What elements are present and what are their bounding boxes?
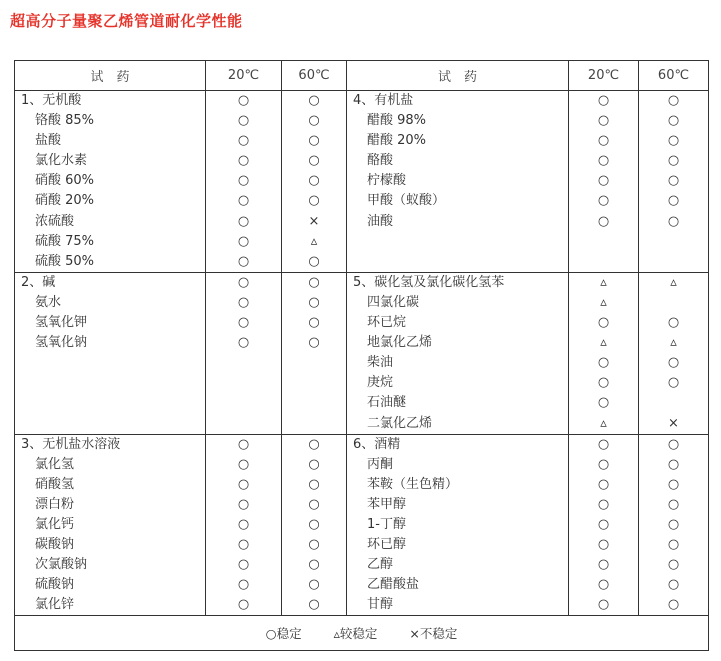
rating-symbol: ○	[597, 375, 610, 391]
rating-symbol: ○	[237, 213, 250, 229]
reagent-name: 氯化钙	[35, 516, 75, 532]
reagent-name: 环已醇	[367, 537, 407, 553]
reagent-name: 石油醚	[367, 395, 407, 411]
reagent-name: 碳酸钠	[35, 537, 75, 553]
legend-row	[15, 616, 709, 651]
rating-symbol: ○	[667, 436, 680, 452]
rating-symbol: ○	[308, 577, 320, 593]
rating-symbol: ○	[597, 436, 610, 452]
rating-symbol: ▵	[600, 335, 607, 351]
reagent-name: 1-丁醇	[367, 516, 406, 532]
rating-symbol: ○	[667, 193, 680, 209]
rating-symbol: ▵	[670, 335, 677, 351]
rating-symbol: ○	[308, 335, 320, 351]
category-label: 2、碱	[21, 274, 56, 290]
reagent-name: 油酸	[367, 213, 394, 229]
table-group-row	[15, 272, 709, 434]
rating-symbol: ○	[597, 213, 610, 229]
rating-symbol: ○	[237, 476, 250, 492]
right-t20-cell	[569, 272, 639, 434]
reagent-name: 氯化水素	[35, 153, 88, 169]
rating-symbol: ○	[237, 274, 250, 290]
reagent-name: 硫酸 50%	[35, 253, 95, 269]
reagent-name: 氨水	[35, 294, 62, 310]
reagent-name: 柴油	[367, 355, 394, 371]
rating-symbol: ▵	[670, 274, 677, 290]
rating-symbol: ○	[597, 193, 610, 209]
rating-symbol: ○	[597, 315, 610, 331]
rating-symbol: ○	[237, 436, 250, 452]
rating-symbol: ○	[237, 335, 250, 351]
header-60c-left: 60℃	[282, 61, 347, 91]
rating-symbol: ○	[308, 113, 320, 129]
reagent-name: 氢氧化钾	[35, 315, 88, 331]
rating-symbol: ○	[237, 233, 250, 249]
rating-symbol: ○	[308, 294, 320, 310]
category-label: 6、酒精	[353, 436, 401, 452]
rating-symbol: ○	[597, 93, 610, 108]
rating-symbol	[639, 393, 708, 413]
rating-symbol: ○	[308, 193, 320, 209]
reagent-name: 甘醇	[367, 597, 394, 613]
rating-symbol: ○	[308, 93, 320, 108]
reagent-name: 氯化锌	[35, 597, 75, 613]
rating-symbol: ○	[597, 496, 610, 512]
rating-symbol: ○	[597, 395, 610, 411]
rating-symbol: ○	[667, 496, 680, 512]
rating-symbol: ▵	[600, 294, 607, 310]
rating-symbol: ○	[667, 516, 680, 532]
category-label: 4、有机盐	[353, 93, 414, 108]
rating-symbol: ○	[597, 133, 610, 149]
reagent-name: 丙酮	[367, 456, 394, 472]
rating-symbol: ○	[237, 557, 250, 573]
rating-symbol	[639, 293, 708, 313]
reagent-name: 硫酸 75%	[35, 233, 95, 249]
reagent-name: 乙醋酸盐	[367, 577, 420, 593]
reagent-name: 醋酸 20%	[367, 133, 427, 149]
rating-symbol: ▵	[310, 233, 318, 249]
rating-symbol: ○	[308, 173, 320, 189]
reagent-name: 乙醇	[367, 557, 394, 573]
rating-symbol: ○	[667, 153, 680, 169]
rating-symbol: ○	[667, 213, 680, 229]
rating-symbol: ○	[237, 113, 250, 129]
rating-symbol: ○	[597, 577, 610, 593]
right-reagent-cell	[347, 272, 569, 434]
rating-symbol: ○	[237, 93, 250, 108]
reagent-name: 苯鞍（生色精）	[367, 476, 459, 492]
rating-symbol: ○	[237, 173, 250, 189]
rating-symbol: ○	[237, 456, 250, 472]
rating-symbol: ○	[597, 113, 610, 129]
reagent-name: 次氯酸钠	[35, 557, 88, 573]
rating-symbol: ×	[308, 213, 320, 229]
rating-symbol: ○	[667, 476, 680, 492]
table-group-row	[15, 434, 709, 616]
right-t20-cell	[569, 91, 639, 273]
rating-symbol: ○	[308, 516, 320, 532]
category-label: 5、碳化氢及氯化碳化氢苯	[353, 274, 505, 290]
rating-symbol: ○	[308, 133, 320, 149]
rating-symbol: ○	[667, 133, 680, 149]
rating-symbol: ▵	[600, 415, 607, 431]
rating-symbol: ○	[237, 496, 250, 512]
left-t60-cell	[282, 434, 347, 616]
rating-symbol: ○	[308, 557, 320, 573]
reagent-name: 硝酸 60%	[35, 173, 95, 189]
rating-symbol: ○	[308, 476, 320, 492]
legend-unstable: ×不稳定	[409, 626, 458, 642]
header-reagent-right: 试 药	[347, 61, 569, 91]
reagent-name: 二氯化乙烯	[367, 415, 433, 431]
rating-symbol: ○	[308, 315, 320, 331]
left-t20-cell	[206, 91, 282, 273]
right-t60-cell	[639, 91, 709, 273]
rating-symbol: ○	[308, 496, 320, 512]
table-header-row	[15, 61, 709, 91]
reagent-name: 柠檬酸	[367, 173, 407, 189]
reagent-name: 盐酸	[35, 133, 62, 149]
header-20c-left: 20℃	[206, 61, 282, 91]
reagent-name: 铬酸 85%	[35, 113, 95, 129]
rating-symbol: ○	[667, 456, 680, 472]
reagent-name: 漂白粉	[35, 496, 75, 512]
left-reagent-cell	[15, 91, 206, 273]
chemical-resistance-table	[14, 60, 709, 651]
rating-symbol: ○	[237, 516, 250, 532]
reagent-name: 硝酸 20%	[35, 193, 95, 209]
left-t20-cell	[206, 434, 282, 616]
rating-symbol: ○	[308, 274, 320, 290]
reagent-name: 苯甲醇	[367, 496, 407, 512]
reagent-name: 硝酸氢	[35, 476, 75, 492]
reagent-name: 氢氧化钠	[35, 335, 88, 351]
rating-symbol: ○	[237, 294, 250, 310]
rating-symbol: ○	[597, 456, 610, 472]
reagent-name: 甲酸（蚁酸）	[367, 193, 446, 209]
rating-symbol: ○	[667, 355, 680, 371]
rating-symbol: ○	[597, 516, 610, 532]
legend-fair: ▵较稳定	[333, 626, 378, 642]
right-reagent-cell	[347, 91, 569, 273]
rating-symbol: ○	[308, 597, 320, 613]
left-reagent-cell	[15, 434, 206, 616]
rating-symbol: ○	[308, 456, 320, 472]
header-60c-right: 60℃	[639, 61, 709, 91]
rating-symbol: ○	[237, 253, 250, 269]
rating-symbol: ○	[308, 153, 320, 169]
rating-symbol: ○	[308, 253, 320, 269]
rating-symbol: ○	[667, 113, 680, 129]
rating-symbol: ○	[667, 557, 680, 573]
rating-symbol: ○	[597, 153, 610, 169]
rating-symbol: ○	[667, 315, 680, 331]
reagent-name: 庚烷	[367, 375, 394, 391]
legend-stable: ○稳定	[265, 626, 302, 642]
reagent-name: 酪酸	[367, 153, 394, 169]
rating-symbol: ○	[667, 375, 680, 391]
category-label: 3、无机盐水溶液	[21, 436, 121, 452]
reagent-name: 浓硫酸	[35, 213, 75, 229]
rating-symbol: ○	[237, 193, 250, 209]
reagent-name: 四氯化碳	[367, 294, 420, 310]
left-t60-cell	[282, 272, 347, 434]
header-reagent-left: 试 药	[15, 61, 206, 91]
rating-symbol: ○	[237, 537, 250, 553]
rating-symbol: ○	[667, 537, 680, 553]
legend	[15, 616, 709, 651]
rating-symbol: ○	[237, 315, 250, 331]
reagent-name: 醋酸 98%	[367, 113, 427, 129]
reagent-name: 环已烷	[367, 315, 407, 331]
right-t60-cell	[639, 434, 709, 616]
rating-symbol: ○	[667, 597, 680, 613]
left-reagent-cell	[15, 272, 206, 434]
rating-symbol: ○	[597, 173, 610, 189]
rating-symbol: ○	[237, 577, 250, 593]
left-t60-cell	[282, 91, 347, 273]
reagent-name: 硫酸钠	[35, 577, 75, 593]
right-reagent-cell	[347, 434, 569, 616]
rating-symbol: ○	[237, 133, 250, 149]
reagent-name: 地氯化乙烯	[367, 335, 433, 351]
rating-symbol: ○	[597, 597, 610, 613]
rating-symbol: ○	[308, 537, 320, 553]
category-label: 1、无机酸	[21, 93, 82, 108]
rating-symbol: ○	[597, 355, 610, 371]
rating-symbol: ○	[308, 436, 320, 452]
rating-symbol: ○	[237, 597, 250, 613]
rating-symbol: ×	[668, 415, 679, 431]
rating-symbol: ▵	[600, 274, 607, 290]
rating-symbol: ○	[667, 93, 680, 108]
right-t20-cell	[569, 434, 639, 616]
header-20c-right: 20℃	[569, 61, 639, 91]
rating-symbol: ○	[667, 173, 680, 189]
page-title: 超高分子量聚乙烯管道耐化学性能	[10, 12, 243, 30]
rating-symbol: ○	[597, 557, 610, 573]
rating-symbol: ○	[237, 153, 250, 169]
right-t60-cell	[639, 272, 709, 434]
reagent-name: 氯化氢	[35, 456, 75, 472]
rating-symbol: ○	[597, 476, 610, 492]
left-t20-cell	[206, 272, 282, 434]
table-group-row	[15, 91, 709, 273]
rating-symbol: ○	[667, 577, 680, 593]
rating-symbol: ○	[597, 537, 610, 553]
